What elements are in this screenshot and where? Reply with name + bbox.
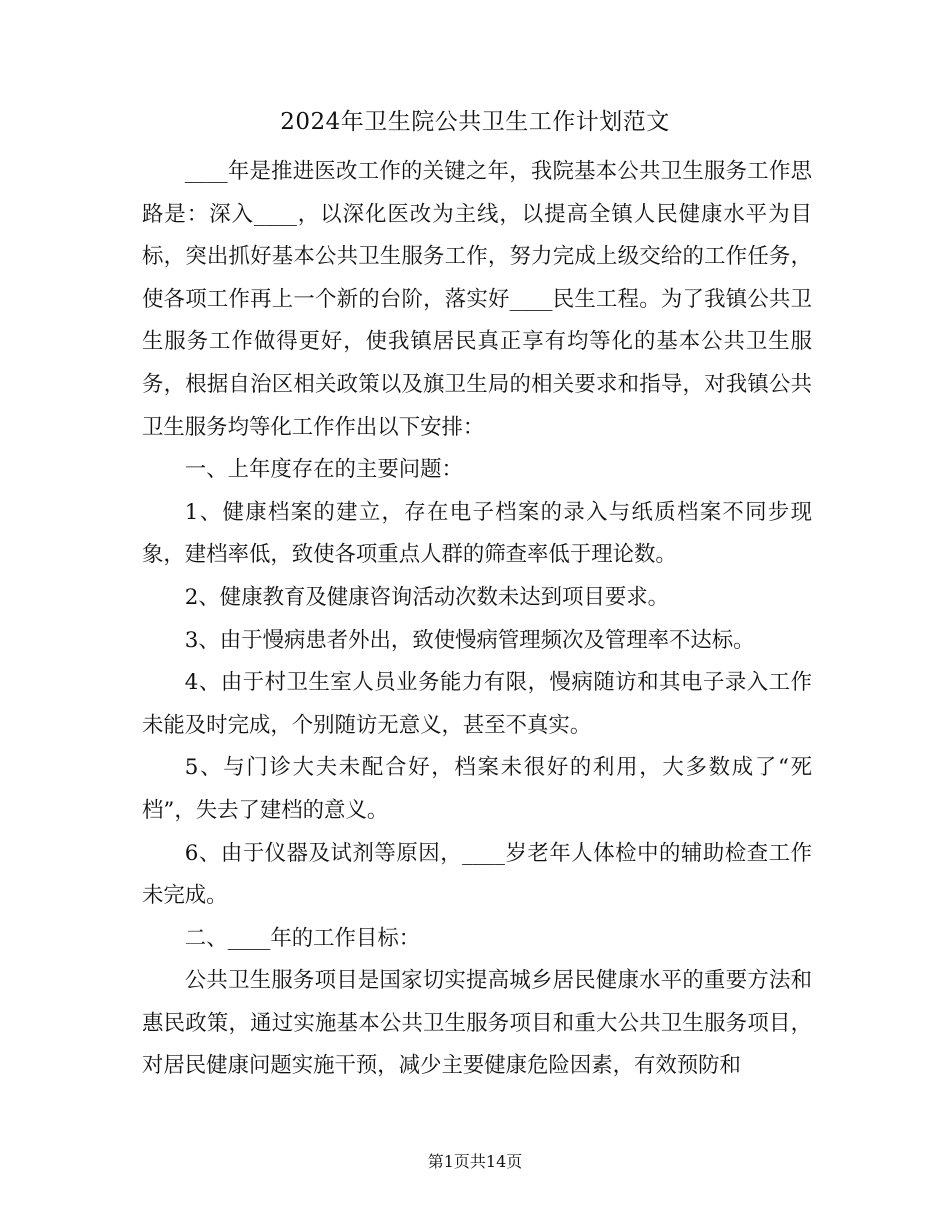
problem-item-2: 2、健康教育及健康咨询活动次数未达到项目要求。 — [184, 584, 670, 610]
paragraph-goals: 公共卫生服务项目是国家切实提高城乡居民健康水平的重要方法和惠民政策，通过实施基本公共卫生服务项目和重大公共卫生服务项目，对居民健康问题实施干预，减少主要健康危险因素，有效预防和 — [142, 968, 812, 1079]
problem-item-4: 4、由于村卫生室人员业务能力有限，慢病随访和其电子录入工作未能及时完成，个别随访无意义，甚至不真实。 — [142, 670, 812, 738]
section-heading-problems: 一、上年度存在的主要问题： — [184, 457, 463, 483]
problem-item-5: 5、与门诊大夫未配合好，档案未很好的利用，大多数成了“死档”，失去了建档的意义。 — [142, 755, 812, 823]
section-heading-goals: 二、____年的工作目标： — [184, 925, 421, 951]
page-number: 第1页共14页 — [427, 1152, 523, 1171]
document-body — [142, 151, 812, 1088]
problem-item-6: 6、由于仪器及试剂等原因，____岁老年人体检中的辅助检查工作未完成。 — [142, 840, 812, 909]
paragraph-intro: ____年是推进医改工作的关键之年，我院基本公共卫生服务工作思路是：深入____，以深化医改为主线，以提高全镇人民健康水平为目标，突出抓好基本公共卫生服务工作，努力完成上级交给的工作任务，使各项工作再上一个新的台阶，落实好____民生工程。为了我镇公共卫生服务工作做得更好，使我镇居民真正享有均等化的基本公共卫生服务，根据自治区相关政策以及旗卫生局的相关要求和指导，对我镇公共卫生服务均等化工作作出以下安排： — [142, 159, 812, 440]
problem-item-3: 3、由于慢病患者外出，致使慢病管理频次及管理率不达标。 — [184, 627, 755, 653]
problem-item-1: 1、健康档案的建立，存在电子档案的录入与纸质档案不同步现象，建档率低，致使各项重点人群的筛查率低于理论数。 — [142, 499, 812, 568]
document-title: 2024年卫生院公共卫生工作计划范文 — [280, 109, 670, 135]
